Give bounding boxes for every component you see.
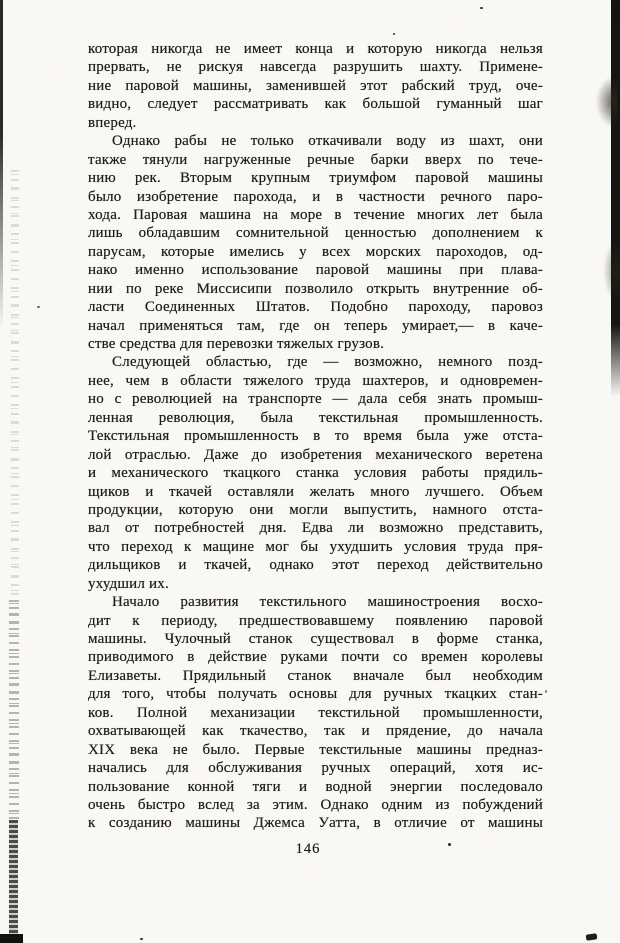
scan-speck [37, 306, 40, 308]
scan-mark-bottom-right [586, 933, 598, 940]
text-line: что переход к мащине мог бы ухудшить условия труда пря- [88, 538, 543, 555]
text-line: было изобретение парохода, и в частности речного паро- [88, 188, 543, 205]
text-line: стве средства для перевозки тяжелых грузов. [88, 336, 385, 352]
text-line: продукции, которую они могли выпустить, намного отста- [88, 501, 543, 518]
text-line: Елизаветы. Прядильный станок вначале был необходим [88, 667, 543, 684]
page-number: 146 [295, 841, 321, 857]
text-line: хода. Паровая машина на море в течение многих лет была [88, 206, 543, 223]
text-line: приводимого в действие руками почти со времен королевы [88, 649, 543, 666]
text-line: начались для обслуживания ручных операций, хотя ис- [88, 760, 543, 777]
text-line: лой отраслью. Даже до изобретения механического веретена [88, 446, 543, 463]
text-line: XIX века не было. Первые текстильные машины предназ- [88, 741, 543, 758]
text-line: Однако рабы не только откачивали воду из шахт, они [112, 133, 543, 150]
text-line: вал от потребностей дня. Едва ли возможно представить, [88, 520, 543, 537]
text-line: парусам, которые имелись у всех морских пароходов, од- [88, 243, 543, 260]
text-line: Следующей областью, где — возможно, немного позд- [112, 354, 543, 371]
text-line: пользование конной тяги и водной энергии последовало [88, 778, 543, 795]
scan-gutter-bleed-upper [11, 170, 19, 600]
text-line: машины. Чулочный станок существовал в форме станка, [88, 631, 543, 647]
text-line: для того, чтобы получать основы для ручных ткацких стан- [88, 686, 543, 703]
text-line: ухудшил их. [88, 575, 169, 592]
text-line: начал применяться там, где он теперь умирает,— в каче- [88, 317, 543, 334]
text-line: нии по реке Миссисипи позволило открыть внутренние об- [88, 280, 543, 297]
text-line: Текстильная промышленность в то время была уже отста- [88, 428, 543, 445]
scan-edge-right-bar [611, 0, 620, 397]
text-line: которая никогда не имеет конца и которую никогда нельзя [88, 41, 543, 57]
text-line: Начало развития текстильного машиностроения восхо- [112, 594, 543, 611]
page-text [88, 40, 543, 833]
scan-gutter-bleed-lower [9, 600, 19, 820]
text-line: также тянули нагруженные речные барки вверх по тече- [88, 151, 543, 168]
text-line: охватывающей как ткачество, так и прядение, до начала [88, 723, 543, 740]
text-line: нию рек. Вторым крупным триумфом паровой машины [88, 170, 543, 187]
text-line: к созданию машины Джемса Уатта, в отличие от машины [88, 815, 543, 832]
text-line: дит к периоду, предшествовавшему появлению паровой [88, 612, 543, 629]
scan-corner-mark-bottom-left [0, 934, 23, 943]
scan-speck [480, 7, 483, 9]
scan-speck [545, 690, 547, 693]
text-line: дильщиков и ткачей, однако этот переход действительно [88, 557, 543, 574]
text-line: но с революцией на транспорте — дала себя знать промыш- [88, 391, 543, 408]
scan-gutter-strip-bottom [9, 820, 18, 934]
text-line: лишь обладавшим сомнительной ценностью дополнением к [88, 225, 543, 242]
text-line: нее, чем в области тяжелого труда шахтеров, и одновремен- [88, 372, 543, 389]
scan-speck [393, 33, 395, 35]
text-line: и механического ткацкого станка условия работы прядиль- [88, 465, 543, 482]
text-line: очень быстро вслед за этим. Однако одним из побуждений [88, 796, 543, 813]
text-line: ласти Соединенных Штатов. Подобно пароходу, паровоз [88, 299, 543, 316]
text-line: видно, следует рассматривать как большой гуманный шаг [88, 96, 543, 113]
scan-speck [140, 938, 143, 940]
text-line: вперед. [88, 114, 137, 131]
text-line: нако именно использование паровой машины при плава- [88, 262, 543, 279]
text-line: прервать, не рискуя навсегда разрушить шахту. Примене- [88, 59, 543, 76]
text-line: ков. Полной механизации текстильной промышленности, [88, 704, 543, 721]
scan-smudge-right-upper [596, 76, 618, 128]
text-line: ленная революция, была текстильная промышленность. [88, 409, 543, 426]
text-line: щиков и ткачей оставляли желать много лучшего. Объем [88, 483, 543, 500]
text-line: ние паровой машины, заменившей этот рабский труд, оче- [88, 77, 543, 94]
scan-smudge-right-lower [603, 238, 620, 304]
scan-edge-left-line [0, 0, 3, 330]
